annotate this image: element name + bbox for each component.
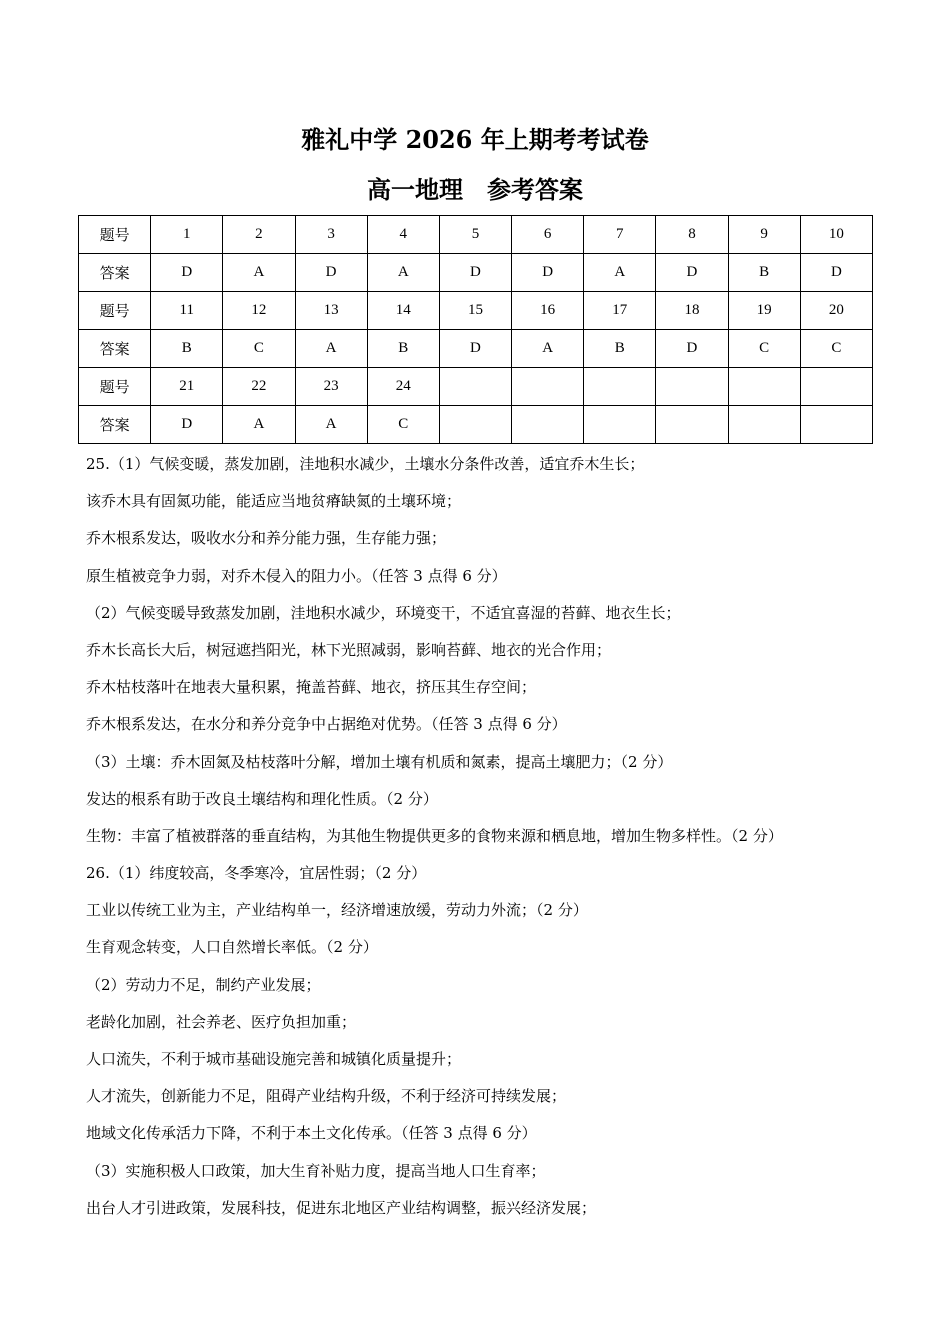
answer-key-subtitle: 高一地理 参考答案 [367, 175, 583, 204]
table-cell: 6 [512, 216, 584, 254]
table-row-header: 答案 [79, 330, 151, 368]
table-cell: 12 [223, 292, 295, 330]
table-cell [439, 406, 511, 444]
table-cell: 16 [512, 292, 584, 330]
answer-table-body [79, 216, 873, 444]
table-cell [584, 368, 656, 406]
table-row-header: 题号 [79, 216, 151, 254]
answer-line: 工业以传统工业为主，产业结构单一，经济增速放缓，劳动力外流；（2 分） [86, 901, 588, 920]
table-cell: D [151, 406, 223, 444]
answer-line: 人口流失，不利于城市基础设施完善和城镇化质量提升； [86, 1050, 462, 1068]
exam-title: 雅礼中学 2026 年上期考考试卷 [301, 125, 649, 154]
table-cell: 4 [367, 216, 439, 254]
table-row [79, 330, 873, 368]
answer-line: 乔木枯枝落叶在地表大量积累，掩盖苔藓、地衣，挤压其生存空间； [86, 678, 537, 697]
table-cell: A [295, 330, 367, 368]
table-cell: C [728, 330, 800, 368]
table-row-header: 答案 [79, 254, 151, 292]
table-cell: C [223, 330, 295, 368]
table-cell [800, 368, 872, 406]
table-cell: B [584, 330, 656, 368]
answer-line: 原生植被竞争力弱，对乔木侵入的阻力小。（任答 3 点得 6 分） [86, 566, 507, 585]
table-cell: 19 [728, 292, 800, 330]
table-cell: 8 [656, 216, 728, 254]
table-row-header: 题号 [79, 368, 151, 406]
answer-line: 26.（1）纬度较高，冬季寒冷，宜居性弱；（2 分） [86, 864, 427, 883]
answer-line: 地域文化传承活力下降，不利于本土文化传承。（任答 3 点得 6 分） [86, 1124, 537, 1143]
answer-line: （2）劳动力不足，制约产业发展； [86, 975, 321, 994]
table-cell: 24 [367, 368, 439, 406]
answer-line: 25.（1）气候变暖，蒸发加剧，洼地积水减少，土壤水分条件改善，适宜乔木生长； [86, 455, 645, 473]
table-cell: D [151, 254, 223, 292]
table-cell: 10 [800, 216, 872, 254]
table-cell: 21 [151, 368, 223, 406]
table-cell: 13 [295, 292, 367, 330]
answer-line: 该乔木具有固氮功能，能适应当地贫瘠缺氮的土壤环境； [86, 492, 462, 511]
table-cell: 7 [584, 216, 656, 254]
table-cell: 23 [295, 368, 367, 406]
table-cell: A [223, 254, 295, 292]
table-cell: 14 [367, 292, 439, 330]
table-cell: B [367, 330, 439, 368]
table-cell: A [584, 254, 656, 292]
table-cell [800, 406, 872, 444]
table-cell [512, 406, 584, 444]
table-row [79, 406, 873, 444]
table-cell [728, 406, 800, 444]
table-cell: C [800, 330, 872, 368]
table-cell: A [512, 330, 584, 368]
table-cell: 22 [223, 368, 295, 406]
table-cell: B [151, 330, 223, 368]
table-cell: A [367, 254, 439, 292]
table-cell: C [367, 406, 439, 444]
answer-line: 老龄化加剧，社会养老、医疗负担加重； [86, 1012, 357, 1031]
table-row-header: 题号 [79, 292, 151, 330]
table-cell: 9 [728, 216, 800, 254]
table-cell: D [656, 330, 728, 368]
table-cell [656, 368, 728, 406]
table-cell: 15 [439, 292, 511, 330]
table-cell [656, 406, 728, 444]
table-cell [584, 406, 656, 444]
table-cell: 17 [584, 292, 656, 330]
table-cell [439, 368, 511, 406]
table-row [79, 292, 873, 330]
table-cell: 18 [656, 292, 728, 330]
answer-line: 生物：丰富了植被群落的垂直结构，为其他生物提供更多的食物来源和栖息地，增加生物多样性。（2 分） [86, 826, 783, 845]
table-cell: 20 [800, 292, 872, 330]
table-row-header: 答案 [79, 406, 151, 444]
table-cell: 1 [151, 216, 223, 254]
table-cell: 5 [439, 216, 511, 254]
table-cell: D [512, 254, 584, 292]
table-cell [728, 368, 800, 406]
table-cell: D [800, 254, 872, 292]
table-cell: A [295, 406, 367, 444]
table-cell: D [295, 254, 367, 292]
answer-line: 乔木根系发达，吸收水分和养分能力强，生存能力强； [86, 529, 447, 548]
table-cell: B [728, 254, 800, 292]
answer-line: 发达的根系有助于改良土壤结构和理化性质。（2 分） [86, 789, 438, 808]
table-cell: 3 [295, 216, 367, 254]
answer-line: 乔木根系发达，在水分和养分竞争中占据绝对优势。（任答 3 点得 6 分） [86, 715, 567, 734]
answer-line: 出台人才引进政策，发展科技，促进东北地区产业结构调整，振兴经济发展； [86, 1198, 597, 1217]
table-cell: A [223, 406, 295, 444]
answer-line: 乔木长高长大后，树冠遮挡阳光，林下光照减弱，影响苔藓、地衣的光合作用； [86, 640, 612, 659]
answer-line: （3）土壤：乔木固氮及枯枝落叶分解，增加土壤有机质和氮素，提高土壤肥力；（2 分） [86, 752, 673, 771]
answer-table [78, 215, 873, 444]
table-row [79, 216, 873, 254]
answer-line: （2）气候变暖导致蒸发加剧，洼地积水减少，环境变干，不适宜喜湿的苔藓、地衣生长； [86, 603, 681, 622]
table-row [79, 254, 873, 292]
table-cell: D [439, 330, 511, 368]
table-cell: 11 [151, 292, 223, 330]
answer-line: 人才流失，创新能力不足，阻碍产业结构升级，不利于经济可持续发展； [86, 1087, 567, 1106]
table-cell: 2 [223, 216, 295, 254]
answer-line: 生育观念转变，人口自然增长率低。（2 分） [86, 938, 378, 957]
table-row [79, 368, 873, 406]
table-cell [512, 368, 584, 406]
answer-explanations [86, 446, 886, 1227]
answer-line: （3）实施积极人口政策，加大生育补贴力度，提高当地人口生育率； [86, 1161, 546, 1180]
table-cell: D [439, 254, 511, 292]
table-cell: D [656, 254, 728, 292]
